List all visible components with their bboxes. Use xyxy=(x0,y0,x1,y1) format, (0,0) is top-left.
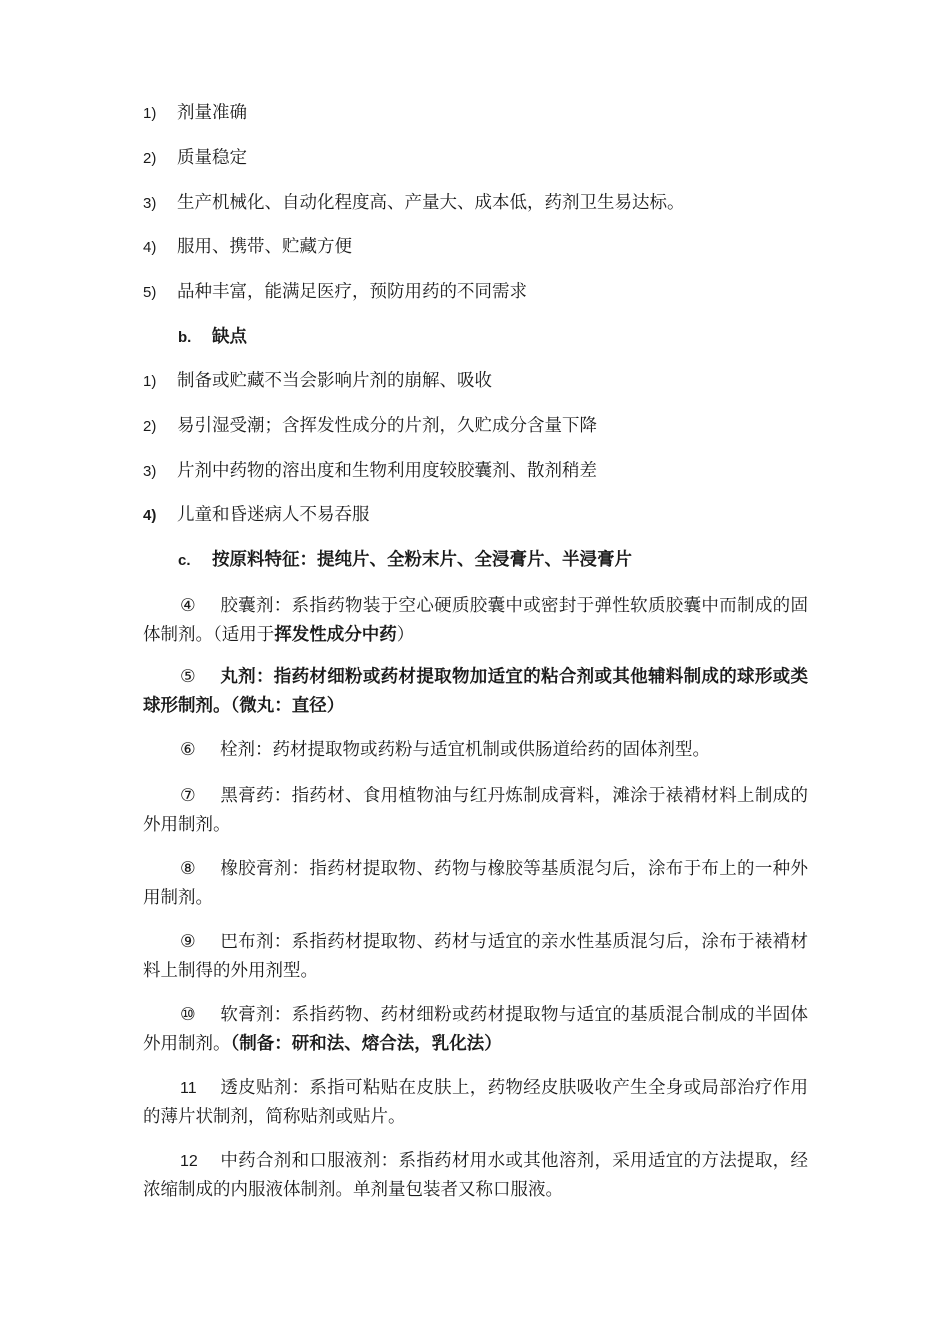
item-marker: ⑧ xyxy=(180,859,196,879)
list-item xyxy=(143,236,808,259)
list-item xyxy=(143,102,808,125)
list-item xyxy=(143,504,808,527)
dosage-form-paragraph xyxy=(143,1147,808,1205)
list-item xyxy=(143,192,808,215)
heading-label: b. xyxy=(178,329,192,346)
item-text: 生产机械化、自动化程度高、产量大、成本低，药剂卫生易达标。 xyxy=(177,193,685,213)
item-marker: ⑤ xyxy=(180,667,196,687)
item-number: 4) xyxy=(143,507,157,524)
paragraph-text: 胶囊剂：系指药物装于空心硬质胶囊中或密封于弹性软质胶囊中而制成的固体制剂。（适用于 xyxy=(143,596,808,645)
dosage-form-paragraph xyxy=(143,736,808,765)
paragraph-text: 栓剂：药材提取物或药粉与适宜机制或供肠道给药的固体剂型。 xyxy=(220,740,710,760)
item-marker: ④ xyxy=(180,596,196,616)
dosage-form-paragraph xyxy=(143,855,808,913)
item-marker: ⑩ xyxy=(180,1005,196,1025)
item-marker: 11 xyxy=(180,1080,197,1097)
paragraph-bold-text: （制备：研和法、熔合法，乳化法） xyxy=(230,1034,502,1054)
paragraph-text: 中药合剂和口服液剂：系指药材用水或其他溶剂，采用适宜的方法提取，经浓缩制成的内服液体制剂。单剂量包装者又称口服液。 xyxy=(143,1151,808,1200)
item-text: 易引湿受潮；含挥发性成分的片剂，久贮成分含量下降 xyxy=(177,416,597,436)
item-number: 2) xyxy=(143,418,157,435)
item-number: 4) xyxy=(143,239,157,256)
item-text: 品种丰富，能满足医疗，预防用药的不同需求 xyxy=(177,282,527,302)
paragraph-text: 橡胶膏剂：指药材提取物、药物与橡胶等基质混匀后，涂布于布上的一种外用制剂。 xyxy=(143,859,808,908)
dosage-form-paragraph xyxy=(143,592,808,650)
section-heading-material xyxy=(178,549,808,572)
paragraph-text: 软膏剂：系指药物、药材细粉或药材提取物与适宜的基质混合制成的半固体外用制剂。 xyxy=(143,1005,808,1054)
list-item xyxy=(143,147,808,170)
dosage-form-paragraph xyxy=(143,928,808,986)
item-text: 儿童和昏迷病人不易吞服 xyxy=(177,505,370,525)
item-marker: 12 xyxy=(180,1153,198,1170)
item-text: 服用、携带、贮藏方便 xyxy=(177,237,352,257)
item-marker: ⑥ xyxy=(180,740,196,760)
item-number: 1) xyxy=(143,373,157,390)
item-number: 3) xyxy=(143,195,157,212)
heading-text: 缺点 xyxy=(212,327,247,347)
item-number: 3) xyxy=(143,463,157,480)
paragraph-bold-text: 丸剂：指药材细粉或药材提取物加适宜的粘合剂或其他辅料制成的球形或类球形制剂。（微丸：直径） xyxy=(143,667,808,716)
list-item xyxy=(143,415,808,438)
item-text: 质量稳定 xyxy=(177,148,247,168)
list-item xyxy=(143,370,808,393)
paragraph-tail: ） xyxy=(396,625,415,645)
item-number: 1) xyxy=(143,105,157,122)
paragraph-text: 黑膏药：指药材、食用植物油与红丹炼制成膏料，滩涂于裱褙材料上制成的外用制剂。 xyxy=(143,786,808,835)
item-marker: ⑨ xyxy=(180,932,196,952)
paragraph-text: 透皮贴剂：系指可粘贴在皮肤上，药物经皮肤吸收产生全身或局部治疗作用的薄片状制剂，简称贴剂或贴片。 xyxy=(143,1078,808,1127)
item-text: 制备或贮藏不当会影响片剂的崩解、吸收 xyxy=(177,371,492,391)
heading-label: c. xyxy=(178,552,191,569)
item-marker: ⑦ xyxy=(180,786,196,806)
item-number: 2) xyxy=(143,150,157,167)
dosage-form-paragraph xyxy=(143,663,808,721)
item-text: 片剂中药物的溶出度和生物利用度较胶囊剂、散剂稍差 xyxy=(177,461,597,481)
dosage-form-paragraph xyxy=(143,782,808,840)
paragraph-bold-text: 挥发性成分中药 xyxy=(274,625,397,645)
item-text: 剂量准确 xyxy=(177,103,247,123)
dosage-form-paragraph xyxy=(143,1074,808,1132)
list-item xyxy=(143,281,808,304)
item-number: 5) xyxy=(143,284,157,301)
section-heading-disadvantages xyxy=(178,326,808,349)
paragraph-text: 巴布剂：系指药材提取物、药材与适宜的亲水性基质混匀后，涂布于裱褙材料上制得的外用剂型。 xyxy=(143,932,808,981)
list-item xyxy=(143,460,808,483)
heading-text: 按原料特征：提纯片、全粉末片、全浸膏片、半浸膏片 xyxy=(212,550,632,570)
dosage-form-paragraph xyxy=(143,1001,808,1059)
